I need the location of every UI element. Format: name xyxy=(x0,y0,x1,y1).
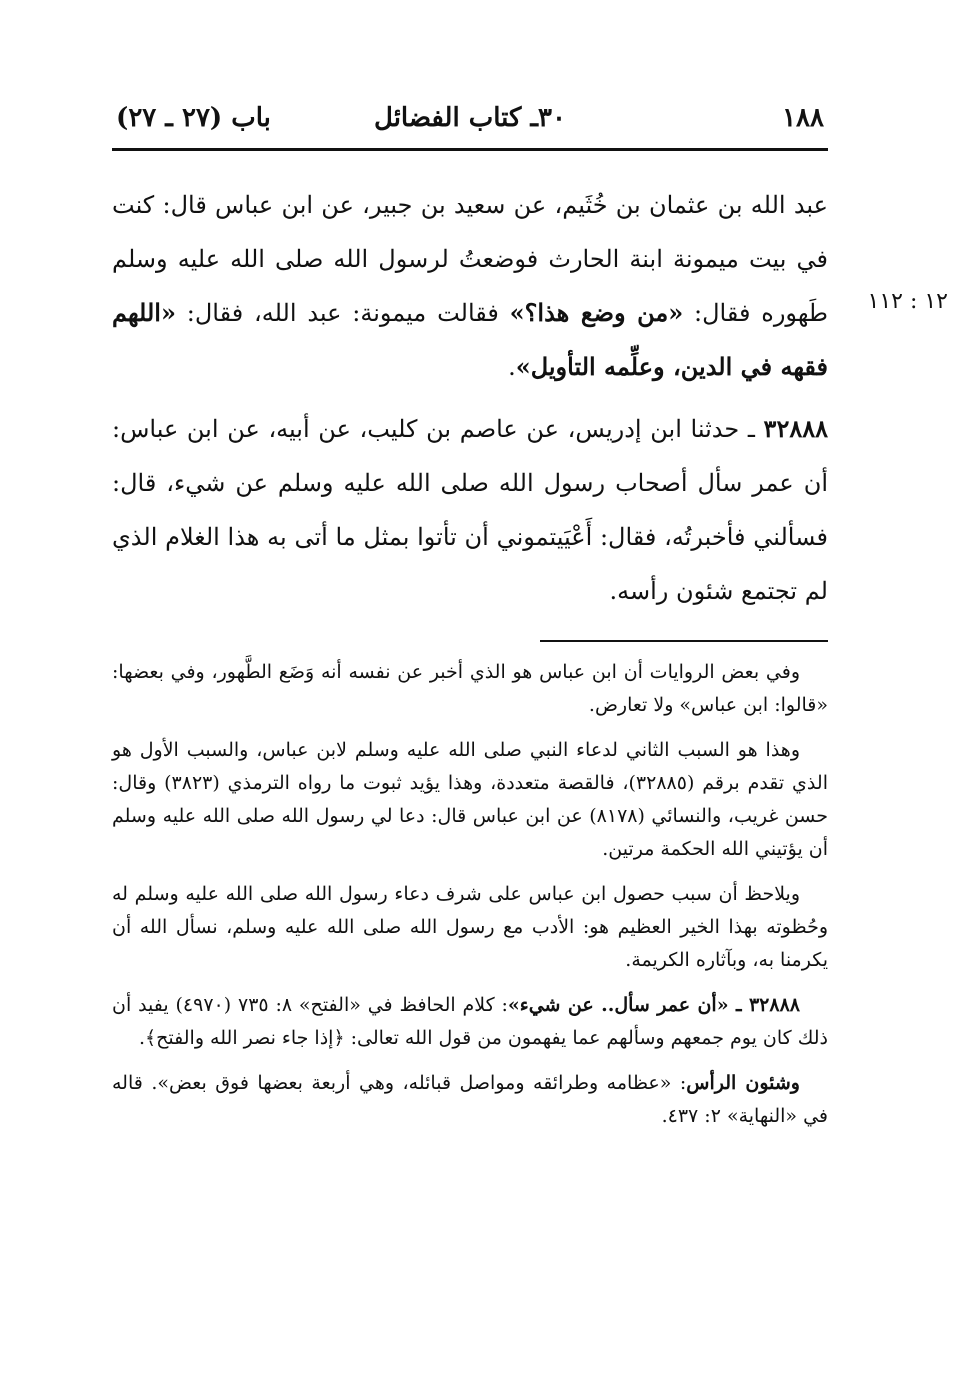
book-title: ٣٠ـ كتاب الفضائل xyxy=(374,103,566,133)
margin-reference: ١٢ : ١١٢ xyxy=(867,289,948,314)
hadith-quote: «من وضع هذا؟» xyxy=(509,298,684,327)
hadith-quote: «اللهم فقهه في الدين، وعلِّمه التأويل» xyxy=(112,298,828,381)
footnotes xyxy=(112,656,828,1145)
footnote-text: : كلام الحافظ في «الفتح» ٨: ٧٣٥ (٤٩٧٠) يفيد أن ذلك كان يوم جمعهم وسألهم عما يفهمون من قول الله تعالى: ﴿إذا جاء نصر الله والفتح﴾. xyxy=(112,994,828,1049)
hadith-text: . xyxy=(508,353,516,381)
hadith-text: ـ حدثنا ابن إدريس، عن عاصم بن كليب، عن أبيه، عن ابن عباس: أن عمر سأل أصحاب رسول الله صلى الله عليه وسلم عن شيء، قال: فسألني فأخبرتُه، فقال: أَعْيَيتموني أن تأتوا بمثل ما أتى به هذا الغلام الذي لم تجتمع شئون رأسه. xyxy=(112,415,828,605)
footnote-heading: وشئون الرأس xyxy=(686,1072,800,1094)
footnote-3: ويلاحظ أن سبب حصول ابن عباس على شرف دعاء رسول الله صلى الله عليه وسلم له وحُظوته بهذا الخير العظيم هو: الأدب مع رسول الله صلى الله عليه وسلم، نسأل الله أن يكرمنا به، وبآثاره الكريمة. xyxy=(112,883,828,971)
hadith-paragraph-2 xyxy=(112,402,828,618)
footnote-5 xyxy=(112,1067,828,1133)
hadith-paragraph-1 xyxy=(112,178,828,394)
hadith-text: فقالت ميمونة: عبد الله، فقال: xyxy=(175,299,510,327)
header-divider xyxy=(112,148,828,151)
page-number: ١٨٨ xyxy=(782,103,824,133)
footnote-4 xyxy=(112,989,828,1055)
footnote-1: وفي بعض الروايات أن ابن عباس هو الذي أخبر عن نفسه أنه وَضَع الطَّهور، وفي بعضها: «قالوا: ابن عباس» ولا تعارض. xyxy=(112,661,828,716)
footnote-heading: ٣٢٨٨٨ ـ «أن عمر سأل.. عن شيء» xyxy=(507,994,800,1016)
chapter-title: باب (٢٧ ـ ٢٧) xyxy=(116,103,271,133)
hadith-text: عبد الله بن عثمان بن خُثَيم، عن سعيد بن جبير، عن ابن عباس قال: كنت في بيت ميمونة ابنة الحارث فوضعتُ لرسول الله صلى الله عليه وسلم طَهوره فقال: xyxy=(112,191,828,327)
page-header xyxy=(112,96,828,140)
hadith-number: ٣٢٨٨٨ xyxy=(763,414,828,443)
footnote-2: وهذا هو السبب الثاني لدعاء النبي صلى الله عليه وسلم لابن عباس، والسبب الأول هو الذي تقدم برقم (٣٢٨٨٥)، فالقصة متعددة، وهذا يؤيد ثبوت ما رواه الترمذي (٣٨٢٣) وقال: حسن غريب، والنسائي (٨١٧٨) عن ابن عباس قال: دعا لي رسول الله صلى الله عليه وسلم أن يؤتيني الله الحكمة مرتين. xyxy=(112,739,828,860)
footnote-divider xyxy=(540,640,828,642)
footnote-text: : «عظامه وطرائقه ومواصل قبائله، وهي أربعة بعضها فوق بعض». قاله في «النهاية» ٢: ٤٣٧. xyxy=(112,1072,828,1127)
